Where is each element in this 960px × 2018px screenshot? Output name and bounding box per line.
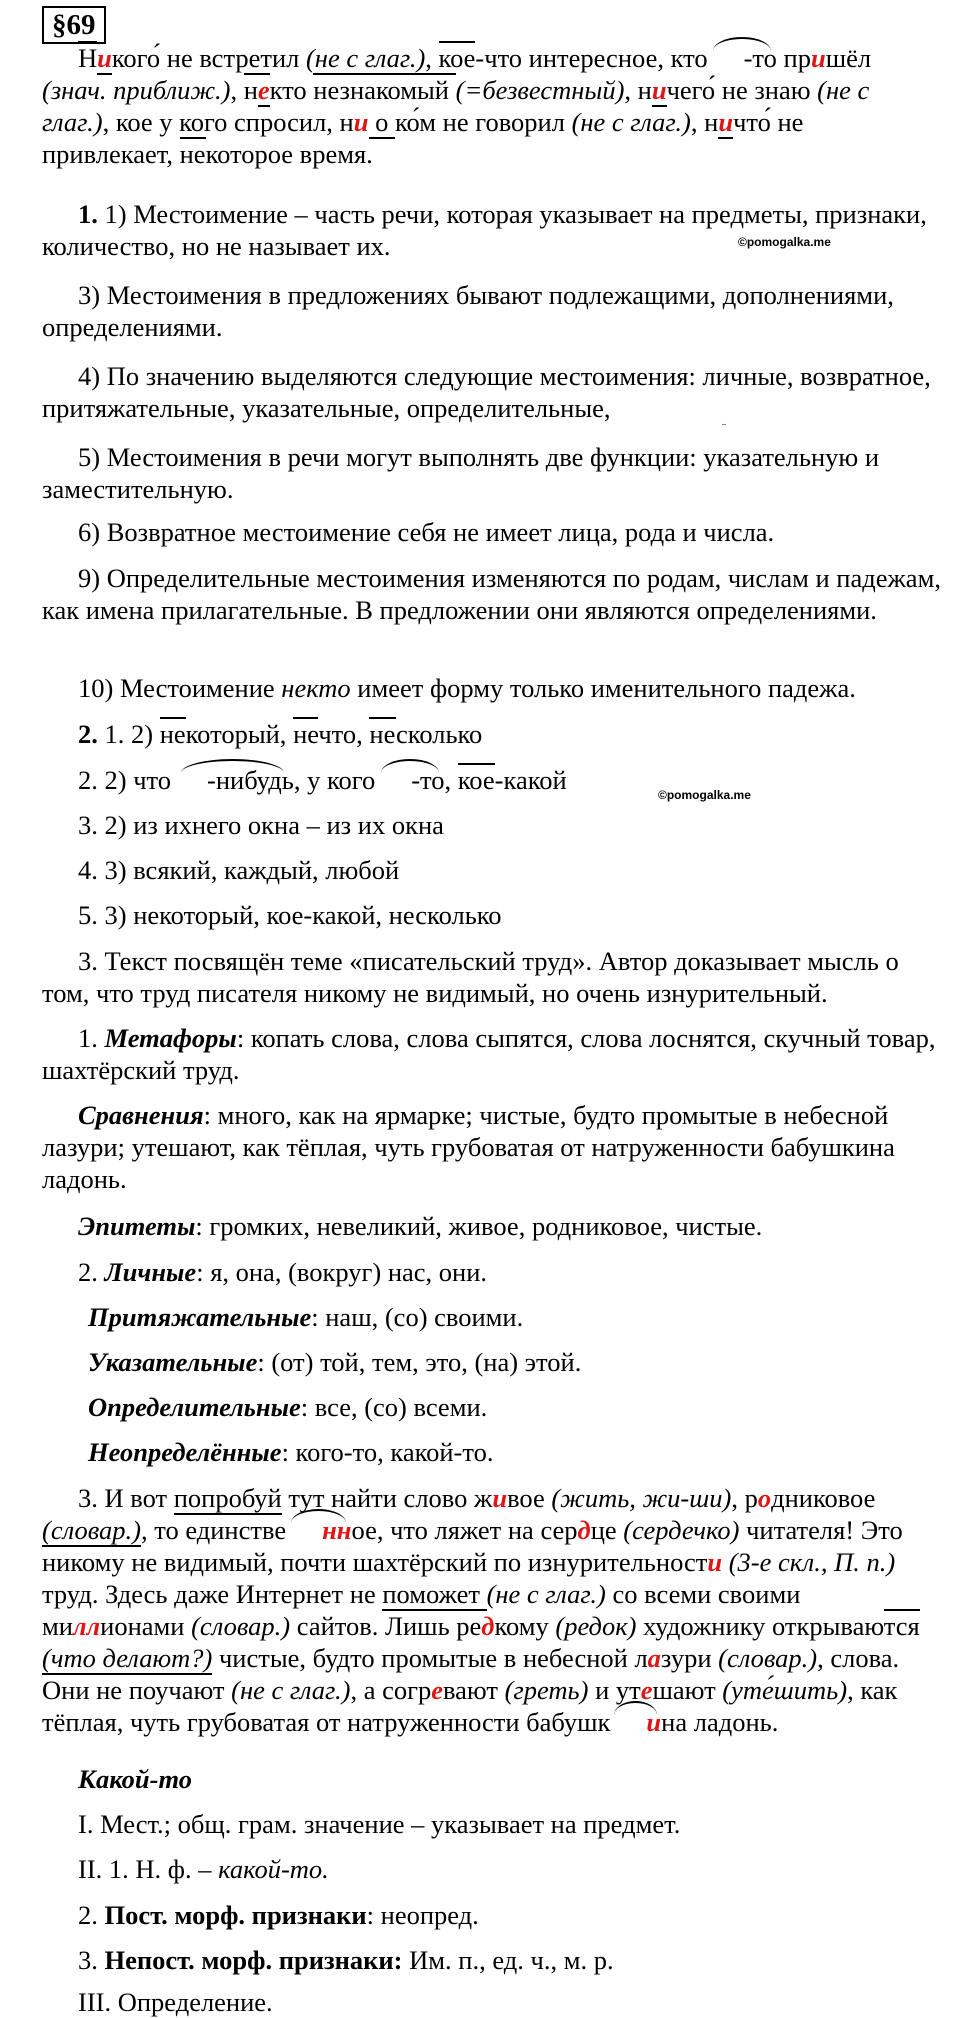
hint: (редок) xyxy=(555,1611,637,1641)
text-fragment: сколько xyxy=(396,719,483,749)
possessive-pronouns xyxy=(88,1301,960,1333)
answer-1-3: 3) Местоимения в предложениях бывают подлежащими, дополнениями, определениями. xyxy=(42,280,894,342)
text-fragment: , у кого xyxy=(293,765,376,795)
text-fragment: Пост. морф. признаки xyxy=(104,1900,367,1930)
text-fragment: кому xyxy=(494,1611,556,1641)
metaphors xyxy=(42,1022,952,1086)
hint: (словар.) xyxy=(718,1643,818,1673)
text-fragment: 3. xyxy=(78,1945,105,1975)
text-fragment: что, xyxy=(318,719,370,749)
answer-1-10 xyxy=(42,672,952,704)
morph-line-4 xyxy=(42,1944,952,1976)
prefix-mark: не xyxy=(293,719,319,749)
text-fragment: чистые, будто промытые в небесной л xyxy=(212,1643,648,1673)
hint: (не с xyxy=(817,75,870,105)
text-fragment: попробуй xyxy=(173,1483,282,1513)
answer-3-intro: 3. Текст посвящён теме «писательский труд». Автор доказывает мысль о том, что труд писателя никому не видимый, но очень изнурительный. xyxy=(42,946,899,1008)
text-fragment: ионами xyxy=(100,1611,192,1641)
prefix-mark: не xyxy=(369,719,397,749)
highlighted-letter: д xyxy=(481,1611,495,1641)
comparisons xyxy=(42,1099,952,1195)
prefix-mark: н xyxy=(243,75,258,105)
answer-2-1 xyxy=(42,718,952,750)
text-fragment: и ут xyxy=(588,1675,641,1705)
task-number: 1. xyxy=(78,199,98,229)
text-fragment: , xyxy=(425,43,439,73)
text-fragment: , н xyxy=(624,75,652,105)
text-fragment: со всеми своими xyxy=(605,1579,801,1609)
text-fragment: имеет форму только именительного падежа. xyxy=(350,673,856,703)
text-fragment: -что интересное, кто xyxy=(475,43,708,73)
hint: (не с глаг.) xyxy=(571,107,691,137)
watermark: ©pomogalka.me xyxy=(658,788,751,802)
text-fragment: которое время. xyxy=(205,139,373,169)
hint: (что делают?) xyxy=(42,1643,213,1673)
answer-1-5: 5) Местоимения в речи могут выполнять две функции: указательную и заместительную. xyxy=(42,442,880,504)
highlighted-letter: и xyxy=(707,1547,723,1577)
term-label: Эпитеты xyxy=(78,1211,196,1241)
term-label: Сравнения xyxy=(78,1100,204,1130)
text-fragment: , xyxy=(444,765,458,795)
prefix-mark: незнакомый xyxy=(313,75,456,105)
intro-paragraph xyxy=(42,42,952,170)
text-fragment: 1. 2) xyxy=(97,719,160,749)
text-fragment: который, xyxy=(185,719,294,749)
text-fragment: 1. xyxy=(78,1023,105,1053)
prefix-mark: кое xyxy=(457,765,495,795)
answer-1-4: 4) По значению выделяются следующие местоимения: личные, возвратное, притяжательные, указательные, определительные, xyxy=(42,361,931,423)
highlighted-letter: е xyxy=(431,1675,443,1705)
text-fragment: ми xyxy=(42,1611,73,1641)
term-label: Указательные xyxy=(88,1347,258,1377)
text-fragment: шают xyxy=(652,1675,723,1705)
text-fragment: Непост. морф. признаки: xyxy=(104,1945,403,1975)
hint: (сердечко) xyxy=(623,1515,740,1545)
text-fragment: что́ не xyxy=(733,107,804,137)
highlighted-letter: а xyxy=(647,1643,661,1673)
hint: (знач. приближ.) xyxy=(42,75,231,105)
term-label: Личные xyxy=(104,1257,197,1287)
answer-1-9: 9) Определительные местоимения изменяются по родам, числам и падежам, как имена прилагательные. В предложении они являются определениями. xyxy=(42,563,941,625)
text-fragment xyxy=(722,1547,729,1577)
text-fragment: : (от) той, тем, это, (на) этой. xyxy=(257,1347,582,1377)
epithets xyxy=(42,1210,952,1242)
text-fragment: поможет xyxy=(382,1579,487,1609)
highlighted-letter: и xyxy=(610,1706,661,1738)
hint: (не с глаг.) xyxy=(305,43,426,73)
text-fragment: 10) Местоимение xyxy=(78,673,282,703)
text-fragment: , слова. xyxy=(817,1643,900,1673)
indefinite-pronouns xyxy=(88,1436,960,1468)
text-fragment: Им. п., ед. ч., м. р. xyxy=(402,1945,614,1975)
suffix-arc: -то xyxy=(708,42,777,74)
term-label: Притяжательные xyxy=(88,1302,312,1332)
text-fragment: , кое у кого спросил, н xyxy=(102,107,354,137)
text-fragment: некто xyxy=(281,673,351,703)
text-fragment: кому не видимый, почти шахтёрский по изнурительност xyxy=(70,1547,708,1577)
text-fragment: : я, она, (вокруг) нас, они. xyxy=(196,1257,488,1287)
hint: (не с глаг.) xyxy=(231,1675,351,1705)
highlighted-letter: и xyxy=(353,107,369,137)
text-fragment: чего́ не знаю xyxy=(666,75,818,105)
text-fragment: шёл xyxy=(825,43,872,73)
suffix-arc: -нибудь xyxy=(171,764,294,796)
text-fragment: зури xyxy=(660,1643,719,1673)
text-fragment: Они не поучают xyxy=(42,1675,232,1705)
highlighted-letter: и xyxy=(97,43,112,73)
text-fragment: , то единстве xyxy=(141,1515,287,1545)
highlighted-letter: о xyxy=(757,1483,772,1513)
term-label: Неопределённые xyxy=(88,1437,282,1467)
text-fragment: сайтов. Лишь ре xyxy=(290,1611,482,1641)
text-fragment: 3. И вот xyxy=(78,1483,174,1513)
scan-artifact: ¨ xyxy=(722,420,726,434)
answer-2-5: 5. 3) некоторый, кое-какой, несколько xyxy=(78,900,502,930)
text-fragment: вое xyxy=(507,1483,552,1513)
term-label: Метафоры xyxy=(104,1023,237,1053)
spelling-paragraph xyxy=(42,1482,952,1738)
demonstrative-pronouns xyxy=(88,1346,960,1378)
text-fragment: -какой xyxy=(494,765,567,795)
paragraph-number: §69 xyxy=(42,6,106,44)
answer-text: 1) Местоимение – часть речи, которая указывает на предметы, признаки, количество, но не называет их. xyxy=(42,199,927,261)
highlighted-letter: д xyxy=(577,1515,591,1545)
highlighted-letter: нн xyxy=(286,1514,351,1546)
highlighted-letter: и xyxy=(810,43,826,73)
text-fragment: какой-то. xyxy=(218,1854,329,1884)
morph-line-1: I. Мест.; общ. грам. значение – указывает на предмет. xyxy=(78,1809,681,1839)
text-fragment: ко xyxy=(111,43,137,73)
text-fragment: , р xyxy=(731,1483,758,1513)
text-fragment: вают xyxy=(442,1675,505,1705)
watermark: ©pomogalka.me xyxy=(738,235,831,249)
text-fragment: : кого-то, какой-то. xyxy=(281,1437,494,1467)
text-fragment: го́ не встретил xyxy=(136,43,306,73)
text-fragment: 2. xyxy=(78,1257,105,1287)
highlighted-letter: е xyxy=(257,75,270,105)
hint: (3-е скл., П. п.) xyxy=(728,1547,896,1577)
text-fragment: : неопред. xyxy=(366,1900,479,1930)
task-number: 2. xyxy=(78,719,98,749)
text-fragment: II. 1. Н. ф. – xyxy=(78,1854,219,1884)
text-fragment: : наш, (со) своими. xyxy=(311,1302,524,1332)
text-fragment: дниковое xyxy=(771,1483,876,1513)
text-fragment: : копать слова, слова сыпятся, слова лоснятся, скучный товар, шахтёрский труд. xyxy=(42,1023,936,1085)
suffix-mark: тся xyxy=(883,1611,920,1641)
text-fragment: пр xyxy=(776,43,811,73)
hint: (словар.) xyxy=(191,1611,291,1641)
morph-word: Какой-то xyxy=(78,1764,192,1794)
text-fragment: тут найти слово ж xyxy=(281,1483,493,1513)
prefix-mark: кое xyxy=(438,43,476,73)
highlighted-letter: и xyxy=(718,107,734,137)
prefix-mark: не xyxy=(159,719,186,749)
hint: (=безвестный) xyxy=(455,75,625,105)
hint: (греть) xyxy=(504,1675,589,1705)
answer-2-3: 3. 2) из ихнего окна – из их окна xyxy=(78,810,444,840)
text-fragment: ое, что ляжет на сер xyxy=(351,1515,578,1545)
text-fragment: , как xyxy=(847,1675,898,1705)
highlighted-letter: и xyxy=(492,1483,508,1513)
text-fragment: на ладонь. xyxy=(661,1707,779,1737)
text-fragment: : много, как на ярмарке; чистые, будто промытые в небесной лазури; утешают, как тёплая, чуть грубоватая от натруженности бабушкина ладонь. xyxy=(42,1100,895,1194)
morpheme: Н xyxy=(78,43,98,73)
morph-line-2 xyxy=(42,1853,952,1885)
answer-1-1 xyxy=(42,198,952,262)
text-fragment: читателя! Это xyxy=(739,1515,903,1545)
hint: (уте́шить) xyxy=(722,1675,848,1705)
morph-title xyxy=(42,1763,952,1795)
text-fragment: о xyxy=(368,107,395,137)
answer-1-6: 6) Возвратное местоимение себя не имеет лица, рода и числа. xyxy=(78,517,775,547)
text-fragment: ко́м не говорил xyxy=(395,107,572,137)
highlighted-letter: е xyxy=(640,1675,653,1705)
highlighted-letter: лл xyxy=(72,1611,101,1641)
text-fragment: привлекает, xyxy=(42,139,180,169)
answer-2-2 xyxy=(42,764,952,796)
text-fragment: труд. Здесь даже Интернет не xyxy=(42,1579,383,1609)
highlighted-letter: и xyxy=(651,75,667,105)
text-fragment: художнику открываю xyxy=(636,1611,884,1641)
text-fragment: , xyxy=(230,75,244,105)
text-fragment: кто xyxy=(269,75,314,105)
term-label: Определительные xyxy=(88,1392,301,1422)
text-fragment: 2. xyxy=(78,1900,105,1930)
hint: (не с глаг.) xyxy=(486,1579,606,1609)
text-fragment: , а согр xyxy=(350,1675,432,1705)
hint: (жить, жи-ши) xyxy=(551,1483,732,1513)
definitive-pronouns xyxy=(88,1391,960,1423)
hint: (словар.) xyxy=(42,1515,141,1545)
prefix-mark: не xyxy=(179,139,206,169)
text-fragment: : все, (со) всеми. xyxy=(300,1392,488,1422)
hint: глаг.) xyxy=(42,107,103,137)
text-fragment: це xyxy=(590,1515,624,1545)
morph-line-3 xyxy=(42,1899,952,1931)
text-fragment: , н xyxy=(690,107,719,137)
personal-pronouns xyxy=(42,1256,952,1288)
prefix-mark: ни xyxy=(42,1547,71,1577)
suffix-arc: -то xyxy=(375,764,444,796)
morph-line-5: III. Определение. xyxy=(78,1987,273,2017)
text-fragment: тёплая, чуть грубоватая от натруженности бабушк xyxy=(42,1707,611,1737)
text-fragment: : громких, невеликий, живое, родниковое, чистые. xyxy=(195,1211,763,1241)
answer-2-4: 4. 3) всякий, каждый, любой xyxy=(78,855,400,885)
text-fragment: 2. 2) что xyxy=(78,765,172,795)
